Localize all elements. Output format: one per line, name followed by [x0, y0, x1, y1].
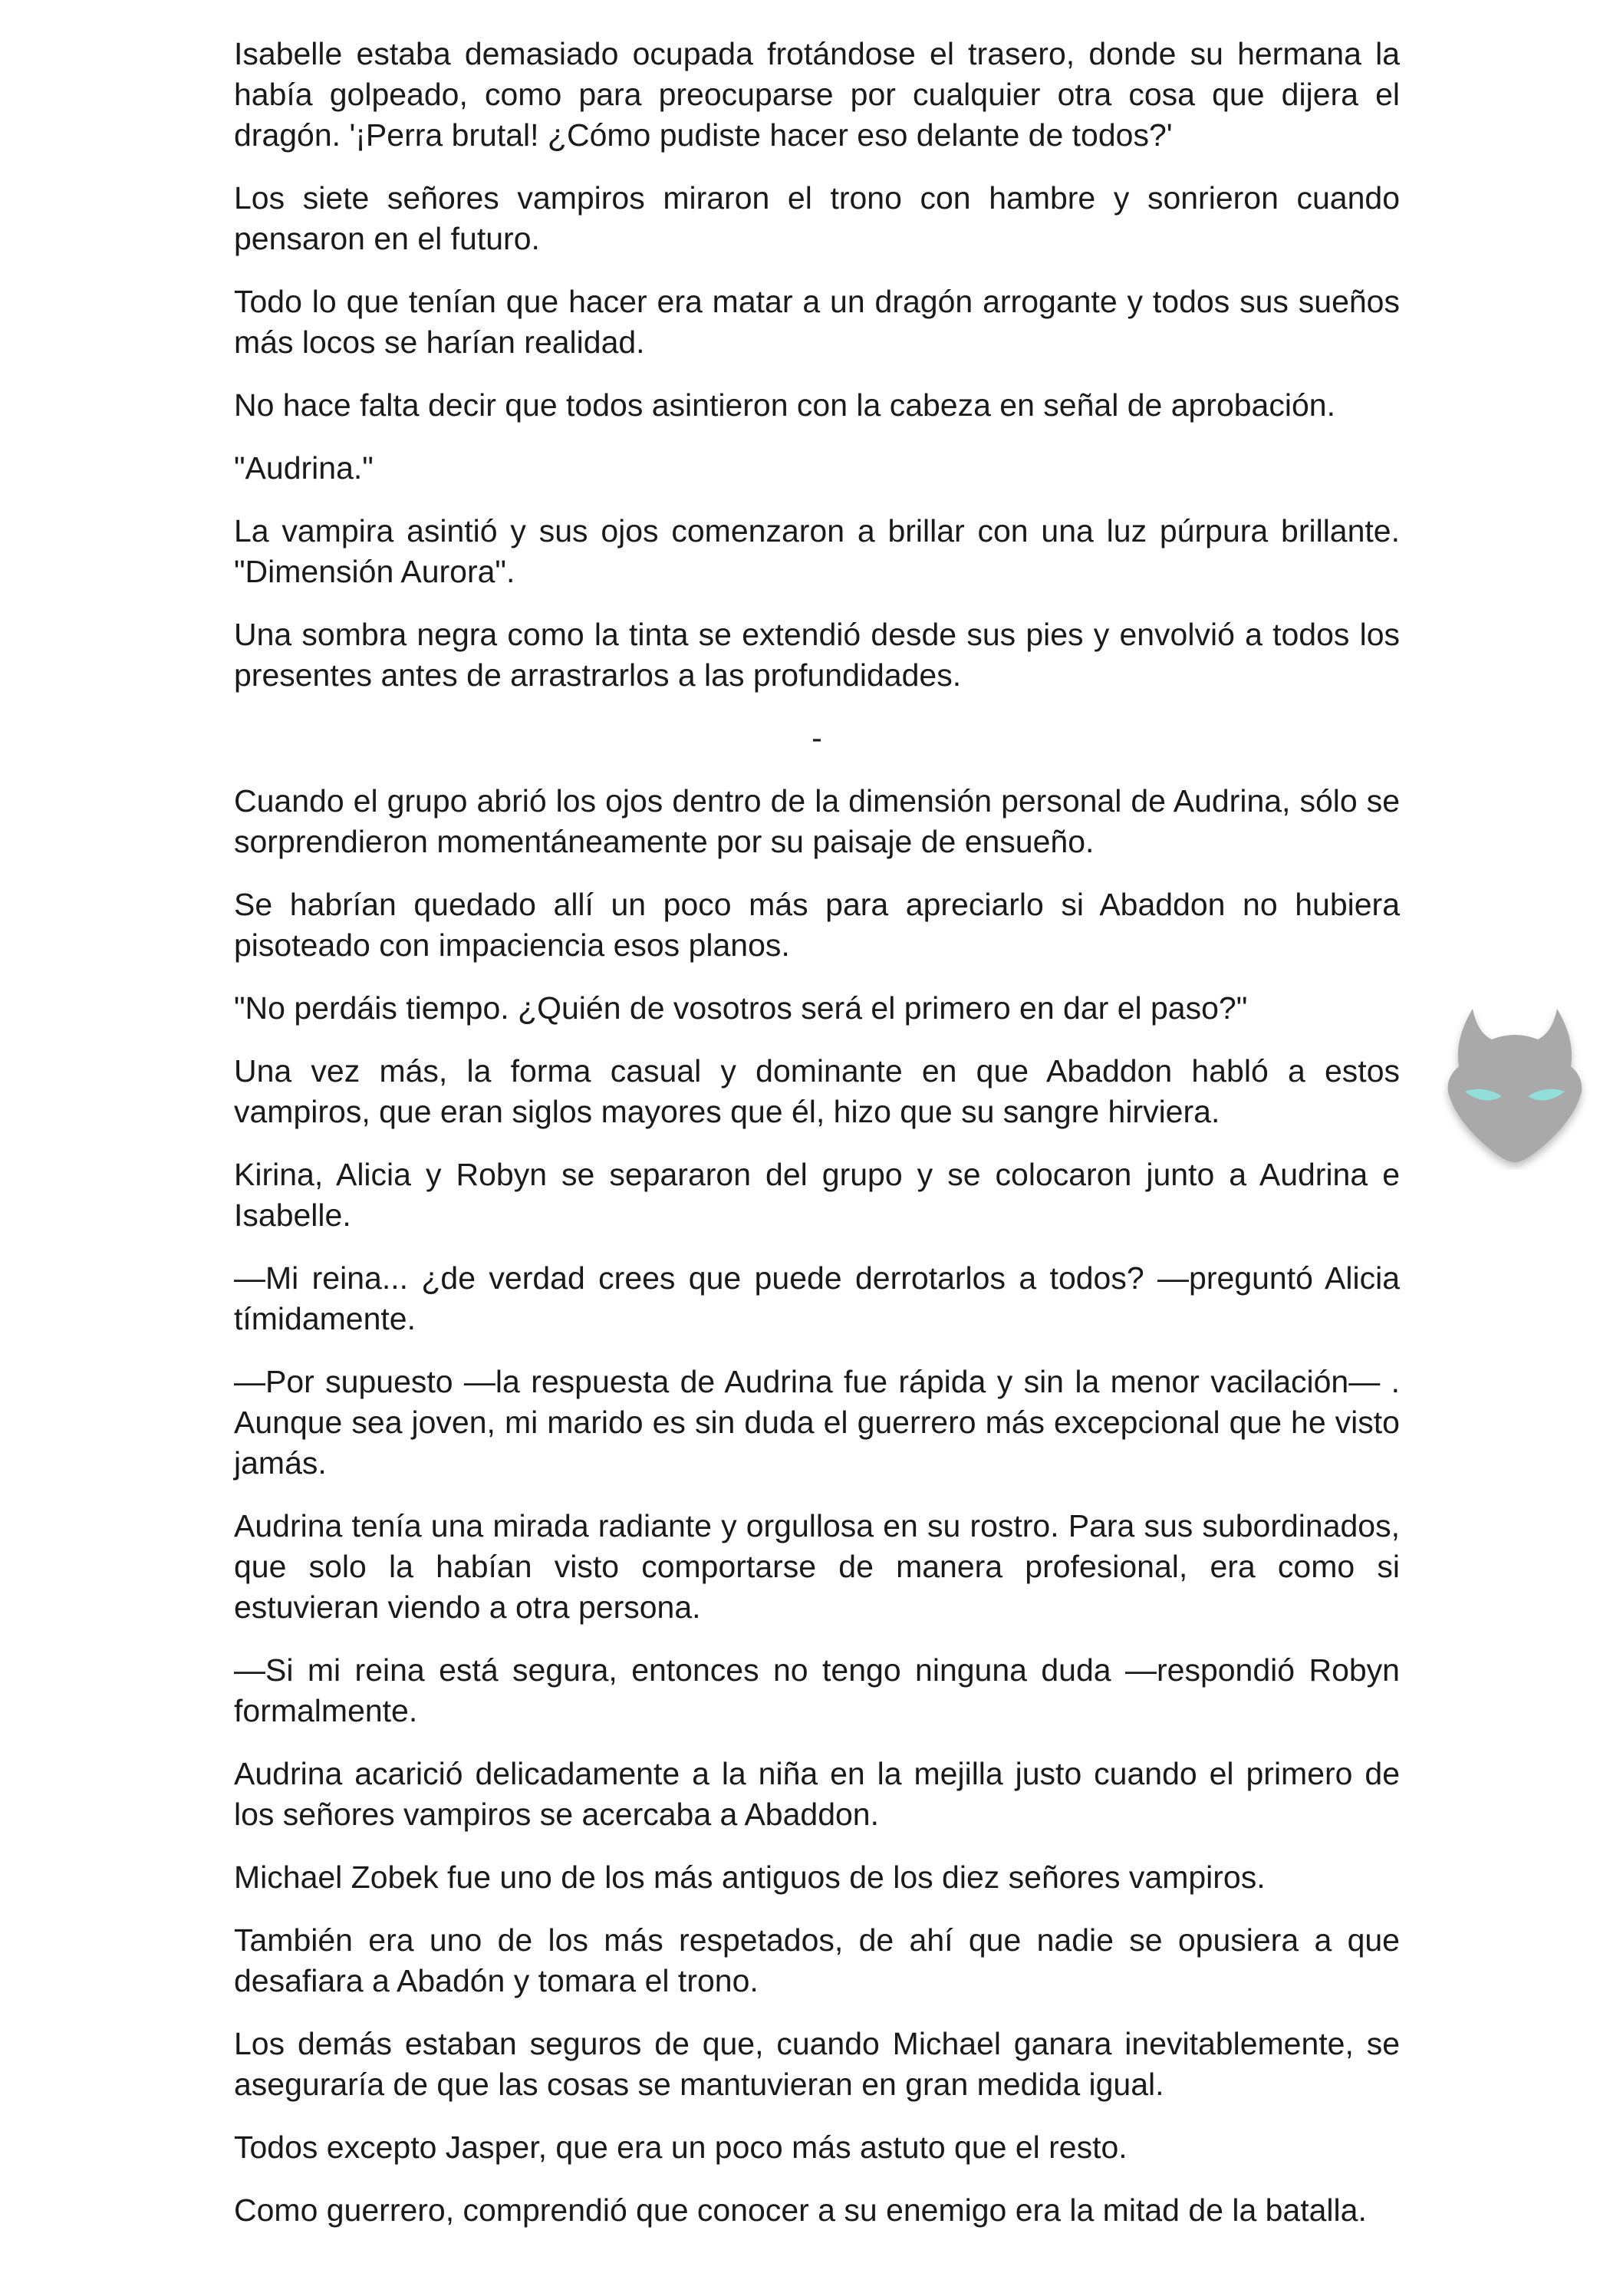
paragraph: —Si mi reina está segura, entonces no tengo ninguna duda —respondió Robyn formalmente. [234, 1652, 1400, 1728]
demon-head-shape [1448, 1009, 1582, 1162]
paragraph: Michael Zobek fue uno de los más antiguos de los diez señores vampiros. [234, 1860, 1266, 1895]
demon-head-icon-graphic [1442, 1001, 1588, 1170]
paragraph: Los siete señores vampiros miraron el trono con hambre y sonrieron cuando pensaron en el futuro. [234, 180, 1400, 256]
paragraph: Se habrían quedado allí un poco más para apreciarlo si Abaddon no hubiera pisoteado con impaciencia esos planos. [234, 887, 1400, 963]
paragraph: Audrina acarició delicadamente a la niña en la mejilla justo cuando el primero de los señores vampiros se acercaba a Abaddon. [234, 1756, 1400, 1832]
paragraph: También era uno de los más respetados, de ahí que nadie se opusiera a que desafiara a Abadón y tomara el trono. [234, 1922, 1400, 1998]
document-page [234, 34, 1400, 2253]
paragraph: La vampira asintió y sus ojos comenzaron a brillar con una luz púrpura brillante. "Dimensión Aurora". [234, 513, 1400, 589]
paragraph: Los demás estaban seguros de que, cuando Michael ganara inevitablemente, se aseguraría de que las cosas se mantuvieran en gran medida igual. [234, 2026, 1400, 2102]
paragraph: Como guerrero, comprendió que conocer a su enemigo era la mitad de la batalla. [234, 2192, 1367, 2228]
paragraph: —Mi reina... ¿de verdad crees que puede derrotarlos a todos? —preguntó Alicia tímidamente. [234, 1260, 1400, 1336]
paragraph: Todos excepto Jasper, que era un poco más astuto que el resto. [234, 2130, 1128, 2165]
paragraph: No hace falta decir que todos asintieron con la cabeza en señal de aprobación. [234, 387, 1335, 423]
scene-separator: - [812, 720, 822, 756]
paragraph: Una vez más, la forma casual y dominante en que Abaddon habló a estos vampiros, que eran siglos mayores que él, hizo que su sangre hirviera. [234, 1053, 1400, 1129]
paragraph: Todo lo que tenían que hacer era matar a un dragón arrogante y todos sus sueños más locos se harían realidad. [234, 284, 1400, 360]
paragraph: Isabelle estaba demasiado ocupada frotándose el trasero, donde su hermana la había golpeado, como para preocuparse por cualquier otra cosa que dijera el dragón. '¡Perra brutal! ¿Cómo pudiste hacer eso delante de todos?' [234, 36, 1400, 153]
demon-head-icon [1442, 1001, 1588, 1170]
paragraph: Una sombra negra como la tinta se extendió desde sus pies y envolvió a todos los presentes antes de arrastrarlos a las profundidades. [234, 617, 1400, 693]
paragraph: Kirina, Alicia y Robyn se separaron del grupo y se colocaron junto a Audrina e Isabelle. [234, 1157, 1400, 1233]
paragraph: "Audrina." [234, 450, 374, 486]
paragraph: Audrina tenía una mirada radiante y orgullosa en su rostro. Para sus subordinados, que solo la habían visto comportarse de manera profesional, era como si estuvieran viendo a otra persona. [234, 1508, 1400, 1625]
paragraph: Cuando el grupo abrió los ojos dentro de la dimensión personal de Audrina, sólo se sorprendieron momentáneamente por su paisaje de ensueño. [234, 783, 1400, 859]
paragraph: "No perdáis tiempo. ¿Quién de vosotros será el primero en dar el paso?" [234, 990, 1248, 1026]
paragraph: —Por supuesto —la respuesta de Audrina fue rápida y sin la menor vacilación— . Aunque sea joven, mi marido es sin duda el guerrero más excepcional que he visto jamás. [234, 1364, 1400, 1481]
